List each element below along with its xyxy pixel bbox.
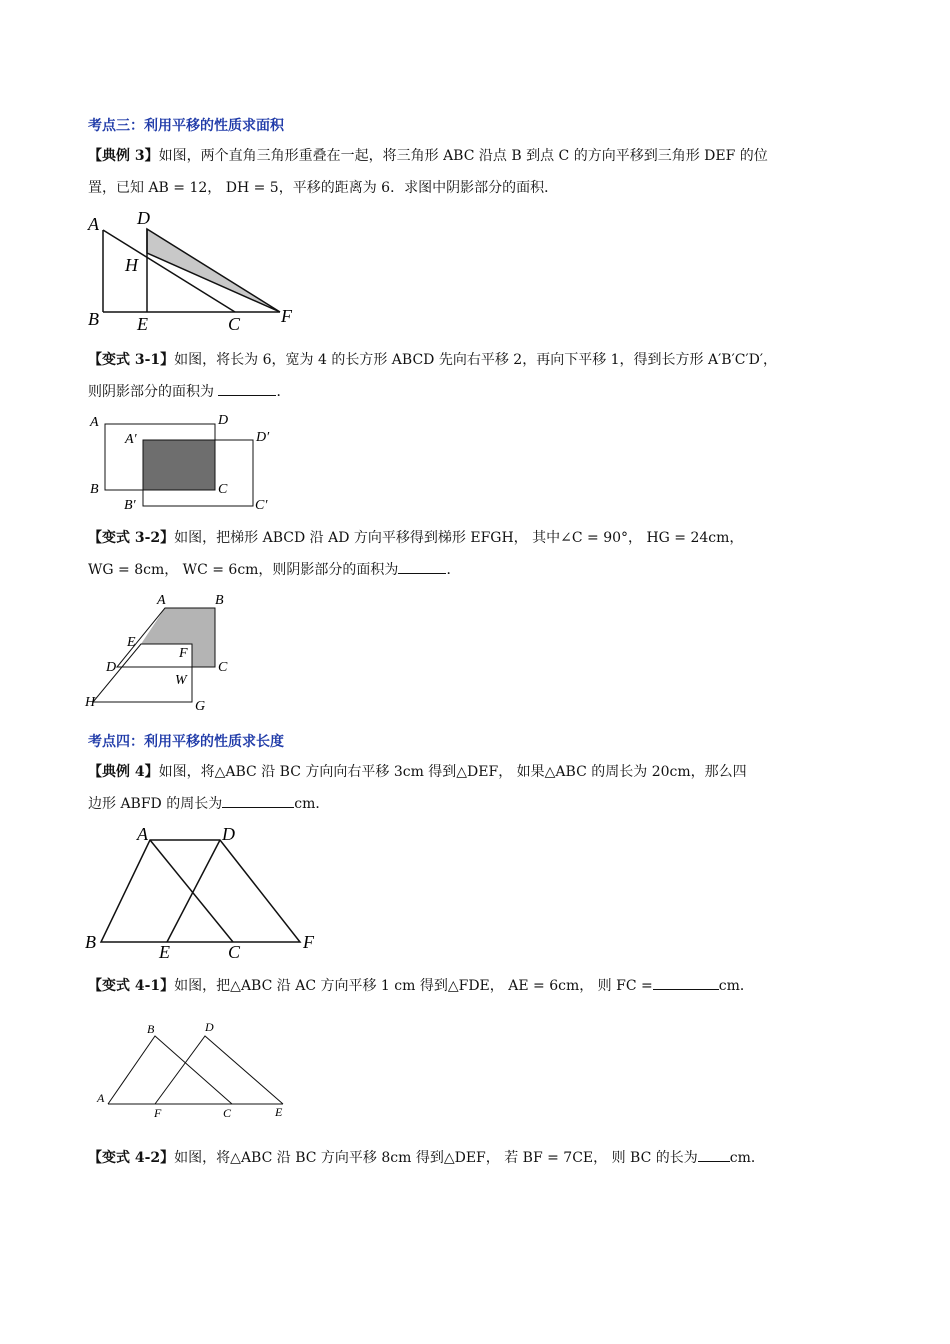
variant-3-1-label: 【变式 3-1】 <box>88 352 175 368</box>
variant-4-1-line1b: cm． <box>718 978 754 994</box>
example-3-text <box>88 140 878 204</box>
point-label-F: F <box>303 932 314 952</box>
figure-example-4 <box>85 822 325 962</box>
point-label-C-prime: C′ <box>255 498 268 513</box>
variant-4-1-text <box>88 970 878 1002</box>
point-label-F: F <box>154 1106 162 1120</box>
point-label-E: E <box>275 1105 283 1119</box>
shaded-region <box>143 440 215 490</box>
example-4-line1: 如图，将△ABC 沿 BC 方向向右平移 3cm 得到△DEF， 如果△ABC 的周长为 20cm，那么四 <box>158 764 747 780</box>
point-label-C: C <box>223 1106 232 1120</box>
point-label-D: D <box>205 1020 214 1034</box>
point-label-B: B <box>85 932 96 952</box>
shaded-region <box>141 608 215 667</box>
example-3-label: 【典例 3】 <box>88 148 159 164</box>
example-3-line2: 置，已知 AB = 12， DH = 5，平移的距离为 6．求图中阴影部分的面积． <box>88 180 559 196</box>
example-3-line1: 如图，两个直角三角形重叠在一起，将三角形 ABC 沿点 B 到点 C 的方向平移到三角形 DEF 的位 <box>158 148 768 164</box>
example-4-text <box>88 756 878 820</box>
variant-3-1-line2b: ． <box>276 384 291 400</box>
figure-example-3 <box>85 208 305 338</box>
point-label-E: E <box>137 314 148 334</box>
point-label-C: C <box>228 314 241 334</box>
variant-4-2-label: 【变式 4-2】 <box>88 1150 175 1166</box>
variant-4-2-line1b: cm． <box>729 1150 765 1166</box>
point-label-C: C <box>228 942 241 962</box>
variant-3-2-line2a: WG = 8cm， WC = 6cm，则阴影部分的面积为 <box>88 562 399 578</box>
point-label-B: B <box>147 1022 155 1036</box>
figure-variant-3-2 <box>85 590 255 715</box>
point-label-F: F <box>179 646 188 661</box>
point-label-E: E <box>159 942 170 962</box>
figure-variant-4-1 <box>95 1018 295 1123</box>
point-label-E: E <box>127 635 136 650</box>
variant-3-1-text <box>88 344 878 408</box>
point-label-A: A <box>90 415 99 430</box>
answer-blank[interactable] <box>398 559 446 574</box>
example-4-line2b: cm． <box>294 796 330 812</box>
point-label-D: D <box>106 660 117 675</box>
point-label-W: W <box>175 673 187 688</box>
example-4-label: 【典例 4】 <box>88 764 159 780</box>
variant-4-1-line1a: 如图，把△ABC 沿 AC 方向平移 1 cm 得到△FDE， AE = 6cm， 则 FC = <box>174 978 653 994</box>
point-label-H: H <box>85 695 96 710</box>
point-label-H: H <box>125 255 138 275</box>
answer-blank[interactable] <box>698 1147 730 1162</box>
point-label-D: D <box>137 208 150 228</box>
section-heading-3: 考点三：利用平移的性质求面积 <box>88 118 284 134</box>
point-label-C: C <box>218 660 228 675</box>
variant-3-2-line2b: ． <box>446 562 461 578</box>
point-label-D: D <box>218 413 229 428</box>
point-label-A: A <box>157 593 166 608</box>
section-heading-4: 考点四：利用平移的性质求长度 <box>88 734 284 750</box>
point-label-D: D <box>222 824 235 844</box>
point-label-A-prime: A′ <box>125 432 137 447</box>
point-label-B: B <box>90 482 99 497</box>
variant-4-2-line1a: 如图，将△ABC 沿 BC 方向平移 8cm 得到△DEF， 若 BF = 7CE， 则 BC 的长为 <box>174 1150 698 1166</box>
answer-blank[interactable] <box>222 793 294 808</box>
point-label-F: F <box>281 306 292 326</box>
variant-3-1-line1: 如图，将长为 6，宽为 4 的长方形 ABCD 先向右平移 2，再向下平移 1，得到长方形 A′B′C′D′， <box>174 352 778 368</box>
variant-3-2-line1: 如图，把梯形 ABCD 沿 AD 方向平移得到梯形 EFGH， 其中∠C = 90°， HG = 24cm， <box>174 530 744 546</box>
point-label-A: A <box>88 214 99 234</box>
variant-4-1-label: 【变式 4-1】 <box>88 978 175 994</box>
variant-4-2-text <box>88 1142 878 1174</box>
example-4-line2a: 边形 ABFD 的周长为 <box>88 796 223 812</box>
point-label-A: A <box>97 1091 105 1105</box>
variant-3-1-line2a: 则阴影部分的面积为 <box>88 384 214 400</box>
point-label-C: C <box>218 482 228 497</box>
point-label-B: B <box>215 593 224 608</box>
answer-blank[interactable] <box>653 975 719 990</box>
point-label-B-prime: B′ <box>124 498 136 513</box>
answer-blank[interactable] <box>218 381 276 396</box>
point-label-D-prime: D′ <box>256 430 270 445</box>
variant-3-2-label: 【变式 3-2】 <box>88 530 175 546</box>
point-label-B: B <box>88 309 99 329</box>
point-label-G: G <box>195 699 206 714</box>
figure-variant-3-1 <box>85 410 285 515</box>
variant-3-2-text <box>88 522 878 586</box>
point-label-A: A <box>137 824 148 844</box>
